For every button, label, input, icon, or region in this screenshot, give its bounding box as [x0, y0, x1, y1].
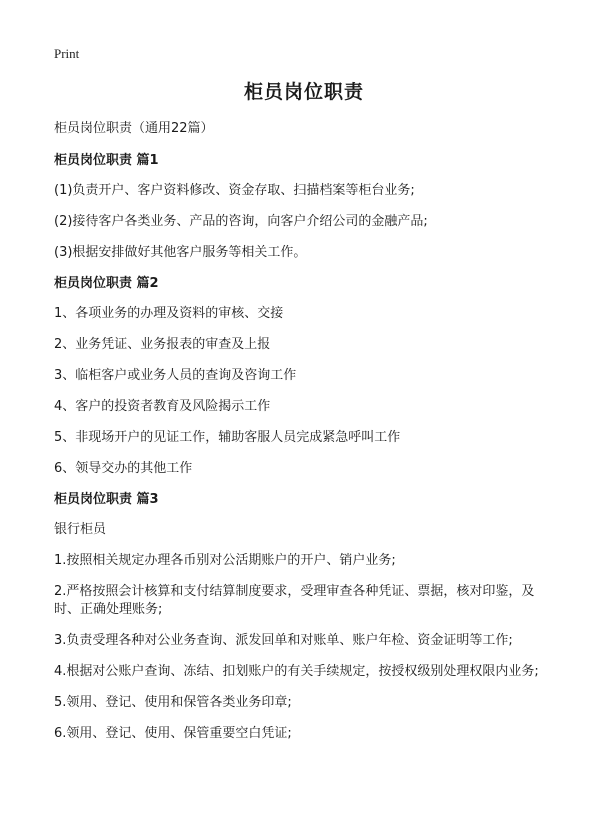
section-heading: 柜员岗位职责 篇1: [54, 153, 159, 168]
section-heading: 柜员岗位职责 篇2: [54, 276, 159, 291]
list-item: 6、领导交办的其他工作: [54, 461, 193, 476]
list-item: 1、各项业务的办理及资料的审核、交接: [54, 306, 284, 321]
list-item: 3、临柜客户或业务人员的查询及咨询工作: [54, 368, 297, 383]
section-3: [54, 491, 554, 743]
list-item: (1)负责开户、客户资料修改、资金存取、扫描档案等柜台业务;: [54, 183, 415, 198]
list-item: 2.严格按照会计核算和支付结算制度要求，受理审查各种凭证、票据，核对印鉴，及时、正确处理账务;: [54, 584, 535, 617]
section-heading: 柜员岗位职责 篇3: [54, 492, 159, 507]
page-title: 柜员岗位职责: [243, 81, 364, 103]
document-body: [54, 78, 554, 756]
list-item: (2)接待客户各类业务、产品的咨询，向客户介绍公司的金融产品;: [54, 214, 428, 229]
list-item: 4.根据对公账户查询、冻结、扣划账户的有关手续规定，按授权级别处理权限内业务;: [54, 664, 539, 679]
document-subtitle: 柜员岗位职责（通用22篇）: [54, 121, 214, 136]
list-item: 5、非现场开户的见证工作，辅助客服人员完成紧急呼叫工作: [54, 430, 401, 445]
section-1: [54, 152, 554, 262]
list-item: 4、客户的投资者教育及风险揭示工作: [54, 399, 271, 414]
list-item: (3)根据安排做好其他客户服务等相关工作。: [54, 245, 307, 260]
list-item: 2、业务凭证、业务报表的审查及上报: [54, 337, 271, 352]
list-item: 1.按照相关规定办理各币别对公活期账户的开户、销户业务;: [54, 553, 396, 568]
section-intro: 银行柜员: [54, 522, 107, 537]
section-2: [54, 275, 554, 478]
list-item: 3.负责受理各种对公业务查询、派发回单和对账单、账户年检、资金证明等工作;: [54, 633, 513, 648]
list-item: 6.领用、登记、使用、保管重要空白凭证;: [54, 726, 292, 741]
list-item: 5.领用、登记、使用和保管各类业务印章;: [54, 695, 292, 710]
print-link[interactable]: Print: [54, 46, 80, 61]
